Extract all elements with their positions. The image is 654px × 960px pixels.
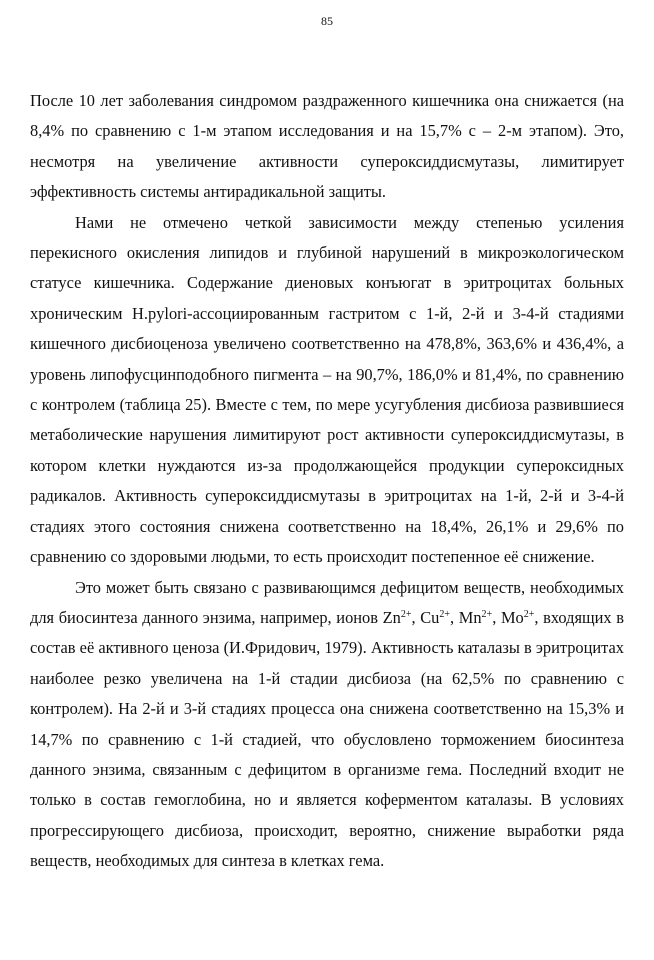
page-number: 85 bbox=[321, 14, 333, 28]
paragraph-3 bbox=[30, 573, 624, 877]
document-body bbox=[30, 86, 624, 877]
paragraph-1 bbox=[30, 86, 624, 208]
superscript-mn-charge: 2+ bbox=[481, 608, 493, 620]
paragraph-2-text: Нами не отмечено четкой зависимости между степенью усиления перекисного окисления липидов и глубиной нарушений в микроэкологическом статусе кишечника. Содержание диеновых конъюгат в эритроцитах больных хроническим H.pylori-ассоциированным гастритом с 1-й, 2-й и 3-4-й стадиями кишечного дисбиоценоза увеличено соответственно на 478,8%, 363,6% и 436,4%, а уровень липофусцинподобного пигмента – на 90,7%, 186,0% и 81,4%, по сравнению с контролем (таблица 25). Вместе с тем, по мере усугубления дисбиоза развившиеся метаболические нарушения лимитируют рост активности супероксиддисмутазы, в котором клетки нуждаются из-за продолжающейся продукции супероксидных радикалов. Активность супероксиддисмутазы в эритроцитах на 1-й, 2-й и 3-4-й стадиях этого состояния снижена соответственно на 18,4%, 26,1% и 29,6% по сравнению со здоровыми людьми, то есть происходит постепенное её снижение. bbox=[30, 212, 624, 567]
paragraph-3-text-d: , Mo bbox=[492, 607, 524, 627]
superscript-mo-charge: 2+ bbox=[523, 608, 535, 620]
paragraph-3-text-b: , Cu bbox=[411, 607, 440, 627]
paragraph-3-text-c: , Mn bbox=[450, 607, 482, 627]
paragraph-3-text-e: , входящих в состав её активного ценоза (И.Фридович, 1979). Активность каталазы в эритроцитах наиболее резко увеличена на 1-й стадии дисбиоза (на 62,5% по сравнению с контролем). На 2-й и 3-й стадиях процесса она снижена соответственно на 15,3% и 14,7% по сравнению с 1-й стадией, что обусловлено торможением биосинтеза данного энзима, связанным с дефицитом в организме гема. Последний входит не только в состав гемоглобина, но и является коферментом каталазы. В условиях прогрессирующего дисбиоза, происходит, вероятно, снижение выработки ряда веществ, необходимых для синтеза в клетках гема. bbox=[30, 607, 625, 871]
superscript-cu-charge: 2+ bbox=[439, 608, 451, 620]
paragraph-1-text: После 10 лет заболевания синдромом раздраженного кишечника она снижается (на 8,4% по сравнению с 1-м этапом исследования и на 15,7% с – 2-м этапом). Это, несмотря на увеличение активности супероксиддисмутазы, лимитирует эффективность системы антирадикальной защиты. bbox=[30, 91, 624, 202]
superscript-zn-charge: 2+ bbox=[400, 608, 412, 620]
paragraph-2 bbox=[30, 208, 624, 573]
paragraph-3-text-a: Это может быть связано с развивающимся дефицитом веществ, необходимых для биосинтеза данного энзима, например, ионов Zn bbox=[30, 577, 624, 627]
